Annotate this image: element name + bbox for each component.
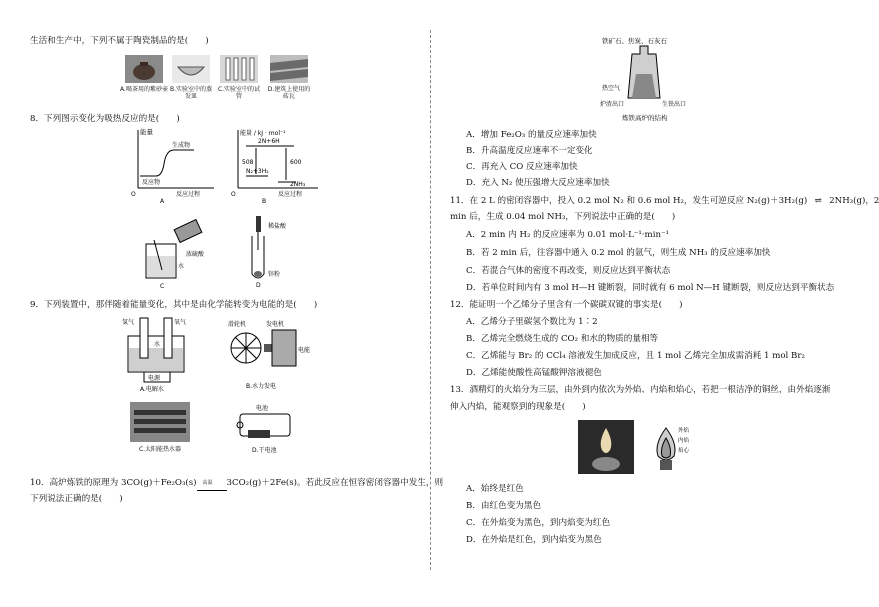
alcohol-lamp-photo: [578, 420, 634, 474]
q9-a-h2: 氢气: [122, 319, 135, 326]
q8-b-letter: B: [262, 198, 267, 205]
evaporating-dish-photo: [172, 55, 210, 83]
q10-option-b: B．升高温度反应速率不一定变化: [466, 146, 593, 156]
q9-a-caption: A.电解水: [140, 386, 164, 393]
q9-d-caption: D.干电池: [252, 447, 277, 454]
q12-option-a: A．乙烯分子里碳氢个数比为 1∶2: [466, 317, 598, 327]
q11-stem-2: 2NH₃(g)，2: [829, 196, 879, 206]
q8-a-letter: A: [160, 198, 165, 205]
q9-b-turbine: 滑轮机: [228, 321, 247, 328]
q8-a-reactant: 反应物: [142, 179, 161, 186]
furnace-top-label: 铁矿石、焦炭、石灰石: [602, 37, 667, 45]
q10-option-a: A．增加 Fe₂O₃ 的量反应速率加快: [466, 130, 597, 140]
q8-b-origin: O: [231, 191, 236, 198]
q8-c-letter: C: [160, 283, 165, 290]
q13-option-d: D．在外焰是红色，到内焰变为黑色: [466, 535, 602, 545]
q12-option-c: C．乙烯能与 Br₂ 的 CCl₄ 溶液发生加成反应，且 1 mol 乙烯完全加成需消耗 1 mol Br₂: [466, 351, 805, 361]
q8-b-reactant: N₂+3H₂: [246, 168, 269, 175]
q13-option-a: A．始终是红色: [466, 484, 524, 494]
flame-outer: 外焰: [678, 428, 690, 434]
q7-caption-d: D.建筑上使用的砖瓦: [267, 86, 311, 100]
q8-stem: 8．下列图示变化为吸热反应的是( ): [30, 114, 180, 124]
solar-heater-photo: [130, 402, 190, 442]
q12-option-d: D．乙烯能使酸性高锰酸钾溶液褪色: [466, 368, 602, 378]
q11-stem-3: min 后，生成 0.04 mol NH₃，下列说法中正确的是( ): [450, 212, 676, 222]
q11-option-c: C．若混合气体的密度不再改变，则反应达到平衡状态: [466, 266, 671, 276]
q7-caption-a: A.喝茶用的紫砂壶: [120, 86, 168, 93]
q8-b-xlabel: 反应过程: [278, 191, 303, 198]
furnace-caption: 炼铁高炉的结构: [622, 114, 668, 122]
q7-caption-c: C.实验室中的试管: [217, 86, 261, 100]
q9-a-power: 电源: [148, 375, 161, 382]
furnace-slag-outlet: 炉渣出口: [600, 101, 625, 108]
q11-stem-1: 11．在 2 L 的密闭容器中，投入 0.2 mol N₂ 和 0.6 mol H₂，发生可逆反应 N₂(g)＋3H₂(g): [450, 196, 808, 206]
q11-option-a: A．2 min 内 H₂ 的反应速率为 0.01 mol·L⁻¹·min⁻¹: [466, 230, 669, 240]
q10-stem-part1: [30, 478, 443, 489]
q8-b-right-val: 600: [290, 159, 302, 166]
q10-stem-3: 下列说法正确的是( ): [30, 494, 123, 504]
q10-option-c: C．再充入 CO 反应速率加快: [466, 162, 578, 172]
q10-stem-1: 10．高炉炼铁的原理为 3CO(g)＋Fe₂O₃(s): [30, 478, 197, 488]
flame-structure-diagram: [648, 424, 698, 474]
q11-stem-line1: [450, 196, 879, 207]
q9-c-caption: C.太阳能热水器: [138, 446, 182, 453]
q9-a-water: 水: [154, 341, 161, 348]
q9-a-o2: 氧气: [174, 319, 187, 326]
q8-b-top: 2N+6H: [258, 138, 280, 145]
teapot-photo: [125, 55, 163, 83]
q13-option-b: B．由红色变为黑色: [466, 501, 542, 511]
q9-a-diagram: [120, 314, 200, 392]
q11-option-b: B．若 2 min 后，往容器中通入 0.2 mol 的氩气，则生成 NH₃ 的反应速率加快: [466, 248, 771, 258]
q8-b-diagram: [228, 126, 328, 204]
flame-core: 焰心: [678, 448, 690, 454]
test-tubes-photo: [220, 55, 258, 83]
q7-caption-b: B.实验室中的蒸发皿: [169, 86, 213, 100]
q8-a-diagram: [128, 126, 218, 204]
column-divider: [430, 30, 431, 570]
q13-stem-2: 伸入内焰，能观察到的现象是( ): [450, 402, 586, 412]
q8-d-diagram: [236, 214, 306, 288]
q13-option-c: C．在外焰变为黑色，到内焰变为红色: [466, 518, 611, 528]
q8-b-ylabel: 能量 / kJ · mol⁻¹: [240, 130, 286, 137]
q9-b-caption: B.水力发电: [246, 383, 277, 390]
q8-d-hcl: 稀盐酸: [268, 223, 287, 230]
q13-stem-1: 13．酒精灯的火焰分为三层，由外到内依次为外焰、内焰和焰心，若把一根洁净的铜丝，由外焰逐渐: [450, 385, 831, 395]
furnace-iron-outlet: 生铁出口: [662, 101, 687, 108]
q8-d-zinc: 锌粉: [268, 271, 281, 278]
q8-c-diagram: [140, 210, 210, 290]
q8-a-xlabel: 反应过程: [176, 191, 201, 198]
q10-stem-2: 3CO₂(g)＋2Fe(s)。若此反应在恒容密闭容器中发生，则: [226, 478, 444, 488]
q8-a-origin: O: [131, 191, 136, 198]
furnace-hot-air: 热空气: [602, 85, 621, 92]
q8-d-letter: D: [256, 282, 261, 289]
q9-stem: 9．下列装置中，那伴随着能量变化，其中是由化学能转变为电能的是( ): [30, 300, 318, 310]
q8-c-acid: 浓硫酸: [186, 251, 205, 258]
q12-option-b: B．乙烯完全燃烧生成的 CO₂ 和水的物质的量相等: [466, 334, 659, 344]
q8-a-ylabel: 能量: [140, 128, 153, 136]
q8-c-water: 水: [178, 263, 185, 270]
q7-stem: 生活和生产中，下列不属于陶瓷制品的是( ): [30, 36, 209, 46]
q10-option-d: D．充入 N₂ 使压强增大反应速率加快: [466, 178, 610, 188]
q11-option-d: D．若单位时间内有 3 mol H—H 键断裂，同时就有 6 mol N—H 键断裂，则反应达到平衡状态: [466, 283, 835, 293]
roof-tiles-photo: [270, 55, 308, 83]
q8-a-product: 生成物: [172, 142, 191, 149]
q9-b-power: 电能: [298, 347, 311, 354]
q9-d-diagram: [230, 400, 310, 456]
q9-d-battery: 电池: [256, 405, 269, 412]
flame-inner: 内焰: [678, 438, 690, 444]
q9-b-generator: 发电机: [266, 321, 285, 328]
q8-b-left-val: 508: [242, 159, 254, 166]
q9-b-diagram: [222, 318, 322, 392]
blast-furnace-diagram: [600, 34, 700, 126]
equilibrium-arrow-icon: ⇌: [814, 196, 822, 206]
q10-condition: 高温: [202, 480, 213, 486]
q12-stem: 12．能证明一个乙烯分子里含有一个碳碳双键的事实是( ): [450, 300, 683, 310]
q8-b-product: 2NH₃: [290, 181, 306, 188]
